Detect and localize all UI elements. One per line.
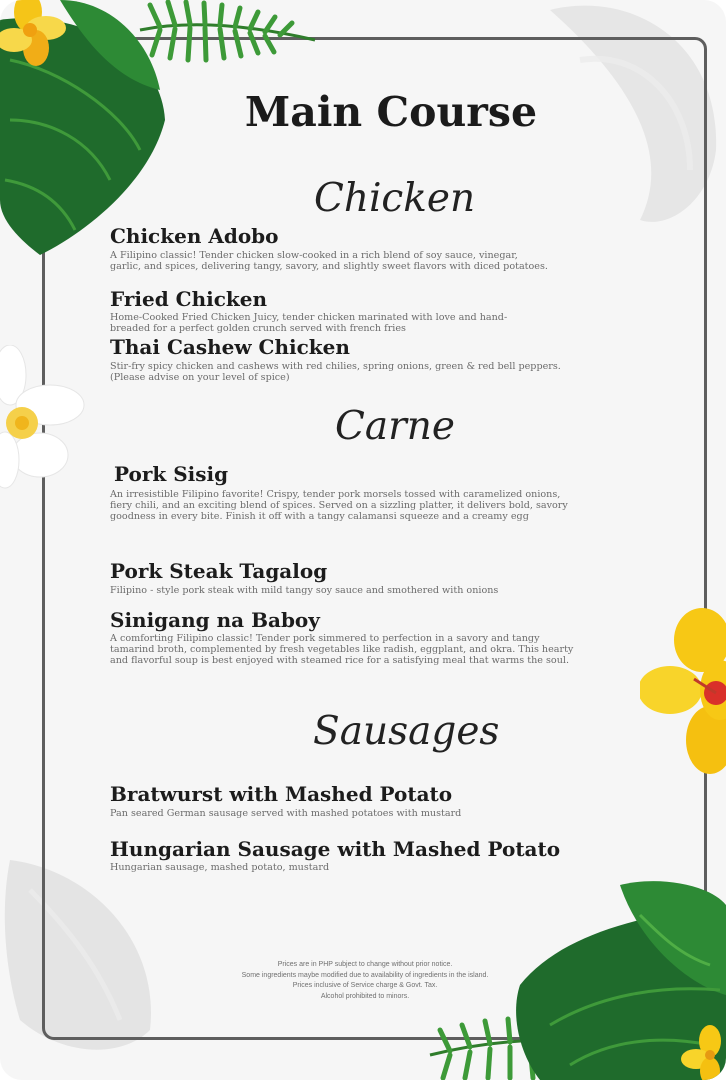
menu-item-description: Filipino - style pork steak with mild tangy soy sauce and smothered with onions bbox=[110, 585, 499, 596]
menu-item-description: A comforting Filipino classic! Tender pork simmered to perfection in a savory and tangy tamarind broth, complemented by fresh vegetables like radish, eggplant, and okra. This hearty and flavorful soup is best enjoyed with steamed rice for a satisfying meal that warms the soul. bbox=[110, 633, 574, 666]
menu-item-description: Home-Cooked Fried Chicken Juicy, tender chicken marinated with love and hand-breaded for a perfect golden crunch served with french fries bbox=[110, 312, 508, 334]
footer-note: Alcohol prohibited to minors. bbox=[320, 992, 410, 1000]
footer-note: Prices inclusive of Service charge & Govt. Tax. bbox=[292, 982, 438, 989]
menu-item-name: Pork Sisig bbox=[114, 462, 229, 486]
menu-title: Main Course bbox=[244, 88, 538, 136]
footer-note: Some ingredients maybe modified due to availability of ingredients in the island. bbox=[241, 971, 489, 979]
menu-item-name: Bratwurst with Mashed Potato bbox=[110, 782, 453, 806]
menu-item-description: Hungarian sausage, mashed potato, mustard bbox=[110, 862, 330, 873]
plumeria-flower-left bbox=[0, 345, 90, 495]
section-heading-chicken: Chicken bbox=[314, 176, 476, 221]
section-heading-carne: Carne bbox=[335, 404, 455, 449]
menu-item-description: An irresistible Filipino favorite! Crispy, tender pork morsels tossed with caramelized onions, fiery chili, and an exciting blend of spices. Served on a sizzling platter, it delivers bold, savory goodness in every bite. Finish it off with a tangy calamansi squeeze and a creamy egg bbox=[110, 489, 568, 522]
menu-item-description: Pan seared German sausage served with mashed potatoes with mustard bbox=[110, 808, 462, 819]
menu-item-name: Pork Steak Tagalog bbox=[110, 559, 328, 583]
menu-item-name: Hungarian Sausage with Mashed Potato bbox=[110, 837, 561, 861]
menu-item-description: A Filipino classic! Tender chicken slow-cooked in a rich blend of soy sauce, vinegar, garlic, and spices, delivering tangy, savory, and slightly sweet flavors with diced potatoes. bbox=[110, 250, 548, 272]
menu-item-name: Thai Cashew Chicken bbox=[110, 335, 350, 359]
menu-item-description: Stir-fry spicy chicken and cashews with red chilies, spring onions, green & red bell peppers. (Please advise on your level of spice) bbox=[110, 361, 561, 383]
section-heading-sausages: Sausages bbox=[313, 709, 500, 754]
footer-note: Prices are in PHP subject to change without prior notice. bbox=[277, 961, 453, 968]
footer-notes bbox=[190, 960, 540, 1002]
hibiscus-flower-right bbox=[640, 605, 726, 780]
menu-item-name: Fried Chicken bbox=[110, 287, 268, 311]
menu-item-name: Sinigang na Baboy bbox=[110, 608, 320, 632]
menu-item-name: Chicken Adobo bbox=[110, 224, 279, 248]
